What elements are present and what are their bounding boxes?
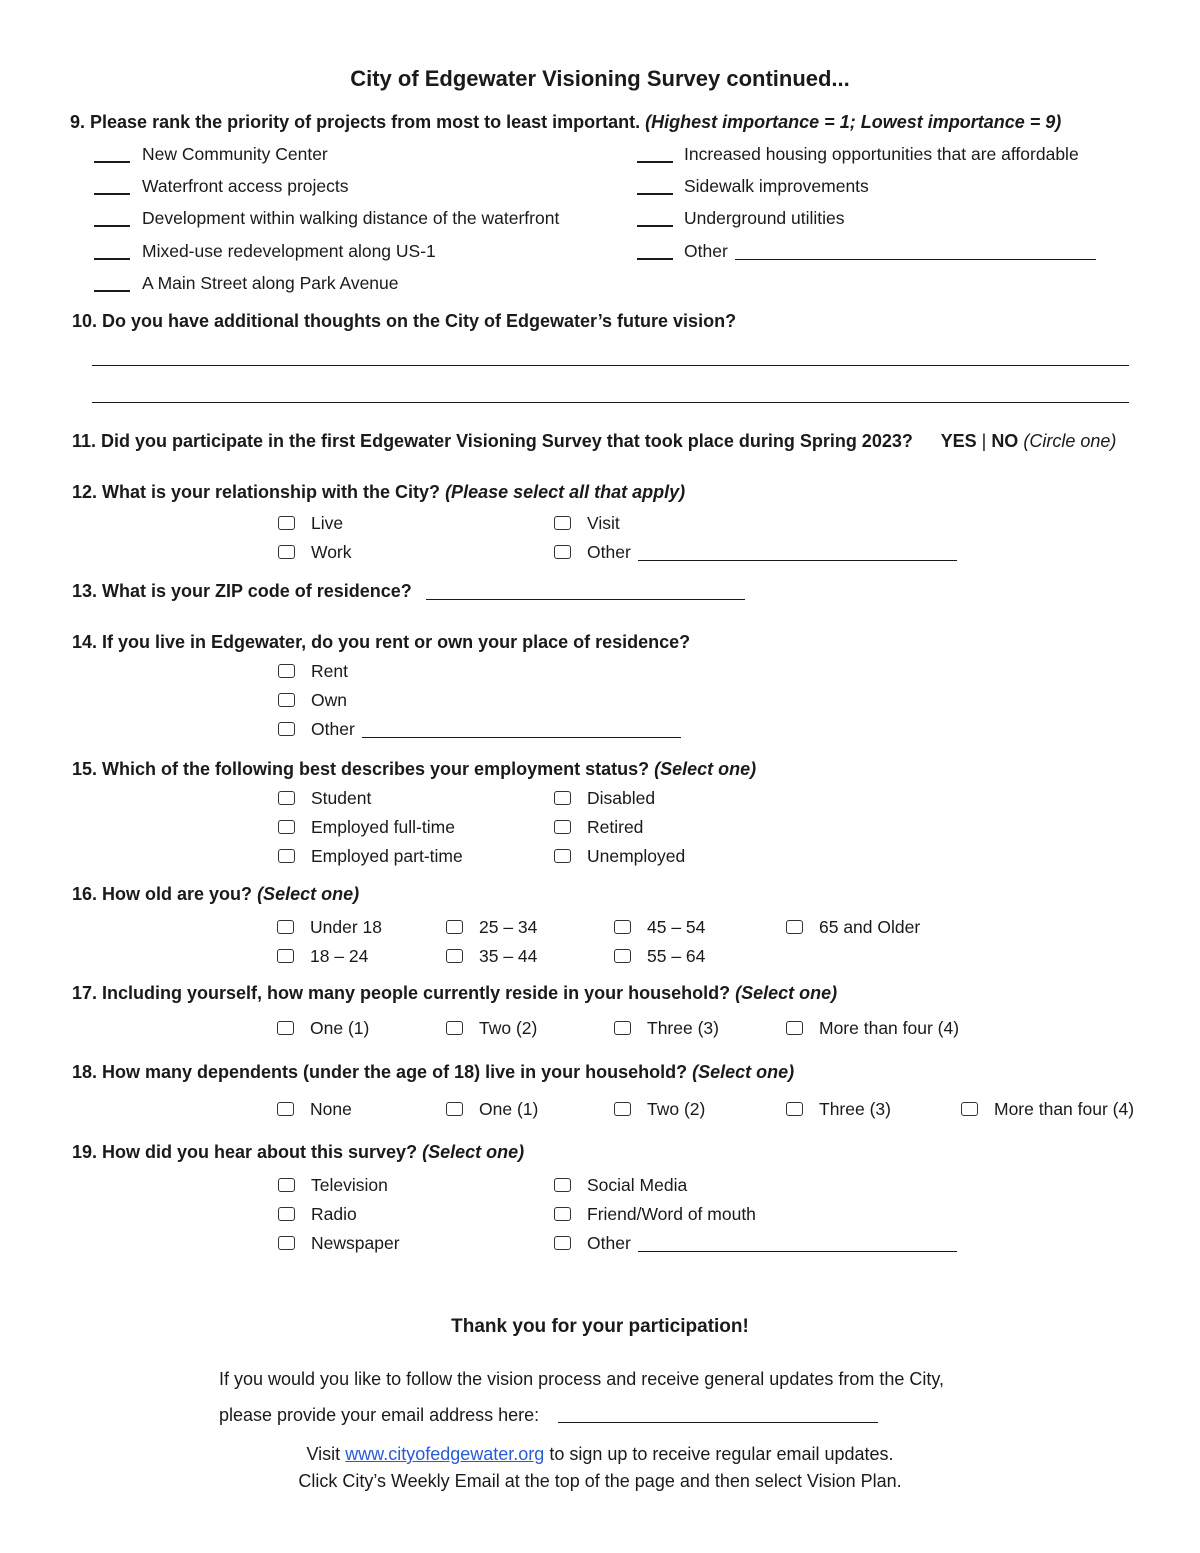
thank-you-heading: Thank you for your participation! bbox=[451, 1316, 749, 1337]
checkbox-disabled[interactable] bbox=[554, 791, 571, 805]
option-label: Visit bbox=[587, 513, 620, 533]
option-label: More than four (4) bbox=[994, 1099, 1135, 1119]
checkbox-student[interactable] bbox=[278, 791, 295, 805]
q19-question bbox=[72, 1142, 524, 1163]
checkbox-other[interactable] bbox=[278, 722, 295, 736]
option-label: Newspaper bbox=[311, 1233, 400, 1253]
checkbox-none[interactable] bbox=[277, 1102, 294, 1116]
rank-item: Increased housing opportunities that are affordable bbox=[684, 144, 1079, 164]
q16-hint: (Select one) bbox=[257, 884, 360, 904]
checkbox-work[interactable] bbox=[278, 545, 295, 559]
q9-hint: (Highest importance = 1; Lowest importance = 9) bbox=[645, 112, 1062, 132]
option-label: Three (3) bbox=[819, 1099, 891, 1119]
option-label: Two (2) bbox=[479, 1018, 538, 1038]
separator: | bbox=[981, 431, 987, 451]
option-label: Disabled bbox=[587, 788, 656, 808]
checkbox-three[interactable] bbox=[614, 1021, 631, 1035]
rank-blank[interactable] bbox=[94, 290, 130, 292]
checkbox-18-24[interactable] bbox=[277, 949, 294, 963]
option-label: Friend/Word of mouth bbox=[587, 1204, 756, 1224]
other-write-in-line[interactable] bbox=[735, 259, 1096, 260]
rank-item: Mixed-use redevelopment along US-1 bbox=[142, 241, 436, 261]
q17-hint: (Select one) bbox=[735, 983, 838, 1003]
q15-text: 15. Which of the following best describes your employment status? bbox=[72, 759, 650, 779]
q18-hint: (Select one) bbox=[692, 1062, 795, 1082]
q15-question bbox=[72, 759, 756, 780]
option-label: More than four (4) bbox=[819, 1018, 960, 1038]
option-label: Live bbox=[311, 513, 344, 533]
rank-item: Other bbox=[684, 241, 728, 261]
q12-text: 12. What is your relationship with the City? bbox=[72, 482, 441, 502]
q19-hint: (Select one) bbox=[422, 1142, 525, 1162]
option-label: Unemployed bbox=[587, 846, 686, 866]
checkbox-two[interactable] bbox=[614, 1102, 631, 1116]
q12-question bbox=[72, 482, 685, 503]
zip-input-line[interactable] bbox=[426, 599, 745, 600]
other-write-in-line[interactable] bbox=[638, 560, 957, 561]
rank-item: New Community Center bbox=[142, 144, 328, 164]
rank-blank[interactable] bbox=[94, 161, 130, 163]
q14-question: 14. If you live in Edgewater, do you rent or own your place of residence? bbox=[72, 632, 691, 652]
q10-question: 10. Do you have additional thoughts on the City of Edgewater’s future vision? bbox=[72, 311, 737, 331]
checkbox-under-18[interactable] bbox=[277, 920, 294, 934]
option-label: Employed full-time bbox=[311, 817, 455, 837]
rank-blank[interactable] bbox=[637, 193, 673, 195]
q18-question bbox=[72, 1062, 794, 1083]
option-label: 55 – 64 bbox=[647, 946, 706, 966]
q15-hint: (Select one) bbox=[654, 759, 757, 779]
rank-item: Waterfront access projects bbox=[142, 176, 349, 196]
rank-blank[interactable] bbox=[94, 258, 130, 260]
q11-hint: (Circle one) bbox=[1023, 431, 1117, 451]
checkbox-more-than-four[interactable] bbox=[786, 1021, 803, 1035]
checkbox-radio[interactable] bbox=[278, 1207, 295, 1221]
rank-item: A Main Street along Park Avenue bbox=[142, 273, 399, 293]
other-write-in-line[interactable] bbox=[362, 737, 681, 738]
rank-blank[interactable] bbox=[94, 193, 130, 195]
checkbox-25-34[interactable] bbox=[446, 920, 463, 934]
option-label: 25 – 34 bbox=[479, 917, 538, 937]
visit-prefix: Visit bbox=[306, 1444, 341, 1464]
option-label: Work bbox=[311, 542, 352, 562]
instructions-line: Click City’s Weekly Email at the top of the page and then select Vision Plan. bbox=[298, 1471, 902, 1491]
checkbox-employed-part-time[interactable] bbox=[278, 849, 295, 863]
rank-item: Development within walking distance of the waterfront bbox=[142, 208, 560, 228]
option-label: Other bbox=[587, 542, 631, 562]
checkbox-other[interactable] bbox=[554, 1236, 571, 1250]
q11-text: 11. Did you participate in the first Edgewater Visioning Survey that took place during Spring 2023? bbox=[72, 431, 913, 451]
checkbox-friend-word-of-mouth[interactable] bbox=[554, 1207, 571, 1221]
option-label: Under 18 bbox=[310, 917, 382, 937]
checkbox-55-64[interactable] bbox=[614, 949, 631, 963]
option-label: 35 – 44 bbox=[479, 946, 538, 966]
other-write-in-line[interactable] bbox=[638, 1251, 957, 1252]
option-label: 45 – 54 bbox=[647, 917, 706, 937]
option-label: Two (2) bbox=[647, 1099, 706, 1119]
checkbox-45-54[interactable] bbox=[614, 920, 631, 934]
option-label: Own bbox=[311, 690, 347, 710]
website-link[interactable]: www.cityofedgewater.org bbox=[345, 1444, 545, 1464]
option-label: None bbox=[310, 1099, 352, 1119]
q9-text: 9. Please rank the priority of projects from most to least important. bbox=[70, 112, 641, 132]
checkbox-three[interactable] bbox=[786, 1102, 803, 1116]
rank-item: Underground utilities bbox=[684, 208, 845, 228]
visit-suffix: to sign up to receive regular email updates. bbox=[549, 1444, 894, 1464]
option-label: Three (3) bbox=[647, 1018, 719, 1038]
option-label: 65 and Older bbox=[819, 917, 921, 937]
rank-blank[interactable] bbox=[637, 225, 673, 227]
q11-question bbox=[72, 431, 1116, 452]
option-label: Other bbox=[587, 1233, 631, 1253]
q18-text: 18. How many dependents (under the age of 18) live in your household? bbox=[72, 1062, 688, 1082]
q13-question: 13. What is your ZIP code of residence? bbox=[72, 581, 412, 601]
yes-option[interactable]: YES bbox=[940, 431, 977, 451]
rank-blank[interactable] bbox=[637, 258, 673, 260]
email-prompt-line2: please provide your email address here: bbox=[219, 1405, 540, 1425]
option-label: Employed part-time bbox=[311, 846, 463, 866]
q12-hint: (Please select all that apply) bbox=[445, 482, 686, 502]
checkbox-one[interactable] bbox=[277, 1021, 294, 1035]
checkbox-unemployed[interactable] bbox=[554, 849, 571, 863]
rank-item: Sidewalk improvements bbox=[684, 176, 869, 196]
rank-blank[interactable] bbox=[637, 161, 673, 163]
answer-line[interactable] bbox=[92, 365, 1129, 366]
checkbox-65-older[interactable] bbox=[786, 920, 803, 934]
option-label: One (1) bbox=[310, 1018, 370, 1038]
q16-text: 16. How old are you? bbox=[72, 884, 253, 904]
checkbox-television[interactable] bbox=[278, 1178, 295, 1192]
checkbox-own[interactable] bbox=[278, 693, 295, 707]
option-label: Television bbox=[311, 1175, 388, 1195]
q17-question bbox=[72, 983, 837, 1004]
checkbox-35-44[interactable] bbox=[446, 949, 463, 963]
checkbox-two[interactable] bbox=[446, 1021, 463, 1035]
option-label: Social Media bbox=[587, 1175, 688, 1195]
checkbox-more-than-four[interactable] bbox=[961, 1102, 978, 1116]
checkbox-live[interactable] bbox=[278, 516, 295, 530]
email-prompt-line1: If you would you like to follow the vision process and receive general updates from the City, bbox=[219, 1369, 945, 1389]
checkbox-other[interactable] bbox=[554, 545, 571, 559]
option-label: One (1) bbox=[479, 1099, 539, 1119]
q9-question bbox=[70, 112, 1061, 133]
option-label: Student bbox=[311, 788, 372, 808]
option-label: Retired bbox=[587, 817, 644, 837]
q19-text: 19. How did you hear about this survey? bbox=[72, 1142, 418, 1162]
rank-blank[interactable] bbox=[94, 225, 130, 227]
checkbox-rent[interactable] bbox=[278, 664, 295, 678]
checkbox-employed-full-time[interactable] bbox=[278, 820, 295, 834]
q17-text: 17. Including yourself, how many people currently reside in your household? bbox=[72, 983, 731, 1003]
option-label: Other bbox=[311, 719, 355, 739]
q16-question bbox=[72, 884, 359, 905]
no-option[interactable]: NO bbox=[991, 431, 1019, 451]
option-label: Radio bbox=[311, 1204, 357, 1224]
option-label: Rent bbox=[311, 661, 348, 681]
option-label: 18 – 24 bbox=[310, 946, 369, 966]
answer-line[interactable] bbox=[92, 402, 1129, 403]
email-input-line[interactable] bbox=[558, 1422, 878, 1423]
checkbox-one[interactable] bbox=[446, 1102, 463, 1116]
checkbox-newspaper[interactable] bbox=[278, 1236, 295, 1250]
checkbox-visit[interactable] bbox=[554, 516, 571, 530]
checkbox-social-media[interactable] bbox=[554, 1178, 571, 1192]
visit-line bbox=[0, 1444, 1200, 1465]
checkbox-retired[interactable] bbox=[554, 820, 571, 834]
page-title: City of Edgewater Visioning Survey continued... bbox=[350, 66, 850, 91]
